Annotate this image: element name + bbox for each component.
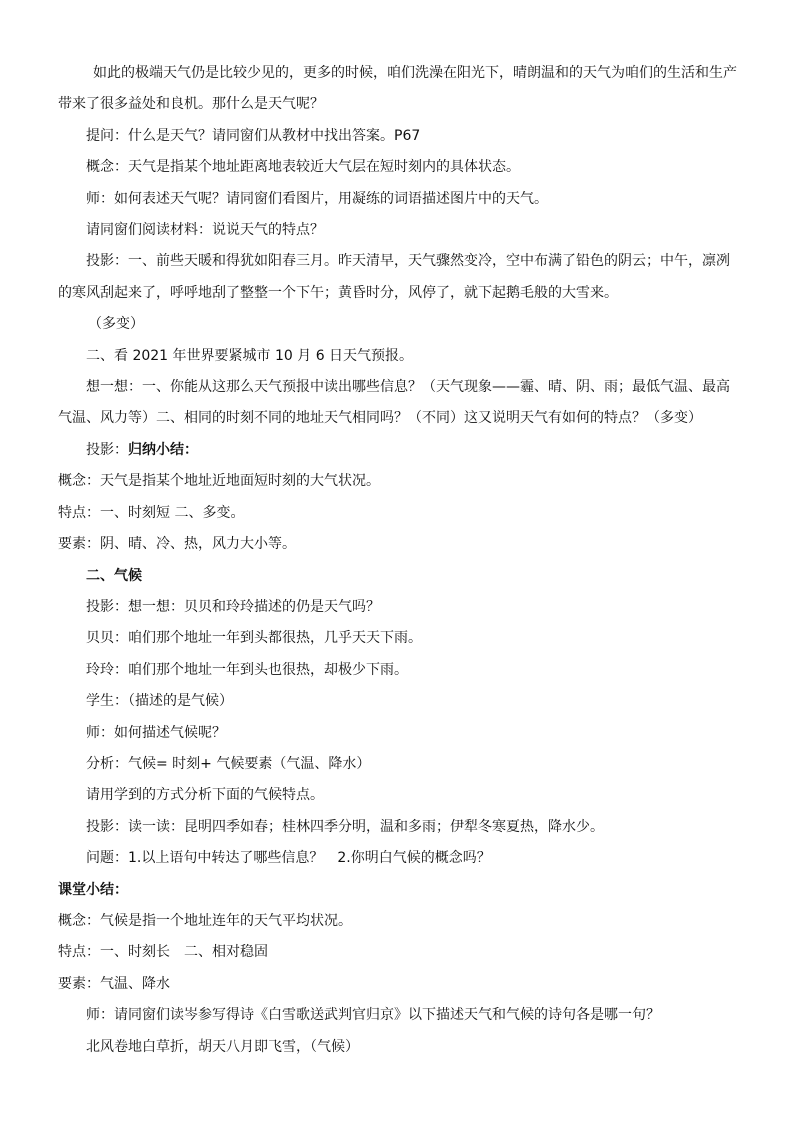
paragraph-question: 提问：什么是天气？请同窗们从教材中找出答案。P67 bbox=[86, 127, 421, 144]
paragraph-student: 学生：（描述的是气候） bbox=[86, 693, 233, 710]
paragraph-weather-elements: 要素：阴、晴、冷、热，风力大小等。 bbox=[58, 536, 296, 553]
climate-feature-2: 二、相对稳固 bbox=[184, 944, 268, 961]
document-body bbox=[58, 58, 742, 1063]
paragraph-climate-features bbox=[58, 937, 742, 968]
paragraph-weather-features: 特点：一、时刻短 二、多变。 bbox=[58, 504, 245, 521]
paragraph-teacher: 师：如何表述天气呢？请同窗们看图片，用凝练的词语描述图片中的天气。 bbox=[86, 190, 548, 207]
paragraph-weather-concept: 概念：天气是指某个地址近地面短时刻的大气状况。 bbox=[58, 473, 380, 490]
paragraph-think: 想一想：一、你能从这那么天气预报中读出哪些信息？（天气现象——霾、晴、阴、雨；最低气温、最高气温、风力等）二、相同的时刻不同的地址天气相同吗？（不同）这又说明天气有如何的特点？（多变） bbox=[58, 379, 730, 427]
paragraph-intro: 如此的极端天气仍是比较少见的，更多的时候，咱们洗澡在阳光下，晴朗温和的天气为咱们的生活和生产带来了很多益处和良机。那什么是天气呢？ bbox=[58, 65, 737, 113]
paragraph-summary-heading bbox=[58, 435, 742, 466]
question-1: 问题：1.以上语句中转达了哪些信息？ bbox=[86, 850, 324, 867]
paragraph-climate-elements: 要素：气温、降水 bbox=[58, 975, 170, 992]
summary-prefix: 投影： bbox=[86, 441, 128, 458]
section-heading-class-summary: 课堂小结： bbox=[58, 881, 128, 898]
climate-feature-1: 特点：一、时刻长 bbox=[58, 944, 170, 961]
section-heading-climate: 二、气候 bbox=[86, 567, 142, 584]
paragraph-poem-line: 北风卷地白草折，胡天八月即飞雪，（气候） bbox=[86, 1038, 359, 1055]
paragraph-poem-question: 师：请同窗们读岑参写得诗《白雪歌送武判官归京》以下描述天气和气候的诗句各是哪一句？ bbox=[86, 1007, 660, 1024]
paragraph-climate-concept: 概念：气候是指一个地址连年的天气平均状况。 bbox=[58, 912, 352, 929]
paragraph-projection-1: 投影：一、前些天暖和得犹如阳春三月。昨天清早，天气骤然变冷，空中布满了铅色的阴云；中午，凛冽的寒风刮起来了，呼呼地刮了整整一个下午；黄昏时分，风停了，就下起鹅毛般的大雪来。 bbox=[58, 253, 730, 301]
paragraph-read-material: 请同窗们阅读材料：说说天气的特点？ bbox=[86, 222, 324, 239]
paragraph-analysis: 分析：气候= 时刻+ 气候要素（气温、降水） bbox=[86, 755, 371, 772]
paragraph-variable: （多变） bbox=[88, 316, 144, 333]
summary-bold-label: 归纳小结： bbox=[128, 441, 198, 458]
paragraph-forecast: 二、看 2021 年世界要紧城市 10 月 6 日天气预报。 bbox=[86, 347, 414, 364]
paragraph-beibei: 贝贝：咱们那个地址一年到头都很热，几乎天天下雨。 bbox=[86, 630, 422, 647]
paragraph-projection-2: 投影：想一想：贝贝和玲玲描述的仍是天气吗？ bbox=[86, 598, 380, 615]
paragraph-concept: 概念：天气是指某个地址距离地表较近大气层在短时刻内的具体状态。 bbox=[86, 159, 520, 176]
paragraph-method: 请用学到的方式分析下面的气候特点。 bbox=[86, 787, 324, 804]
paragraph-teacher-2: 师：如何描述气候呢？ bbox=[86, 724, 226, 741]
question-2: 2.你明白气候的概念吗？ bbox=[337, 850, 491, 867]
paragraph-lingling: 玲玲：咱们那个地址一年到头也很热，却极少下雨。 bbox=[86, 661, 408, 678]
paragraph-projection-3: 投影：读一读：昆明四季如春；桂林四季分明，温和多雨；伊犁冬寒夏热，降水少。 bbox=[86, 818, 604, 835]
paragraph-questions bbox=[58, 843, 742, 874]
